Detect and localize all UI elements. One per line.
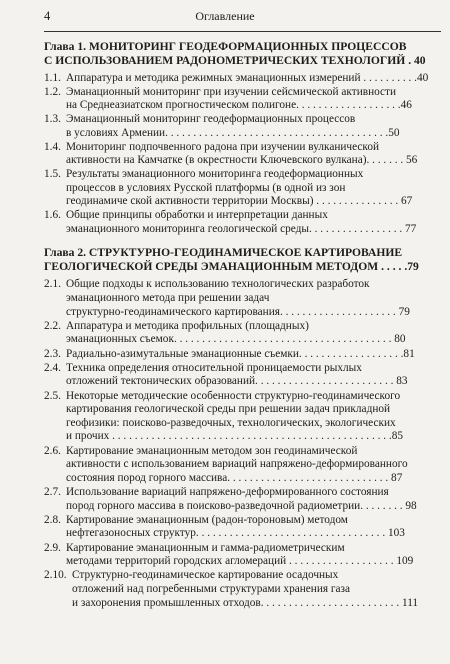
section-number: 1.2. <box>44 85 61 98</box>
entry-text-line: картирования геологической среды при решении задач прикладной <box>66 403 391 416</box>
section-number: 1.1. <box>44 72 61 84</box>
entry-text-line: эманационных съемок. . . . . . . . . . . . . . . . . . . . . . . . . . . . . . . . . . . . . . . 80 <box>66 333 406 346</box>
entry-text-line: Структурно-геодинамическое картирование осадочных <box>72 569 339 582</box>
entry-text-line: Картирование эманационным и гамма-радиометрическим <box>66 541 345 554</box>
entry-text-line: состояния пород горного массива. . . . . . . . . . . . . . . . . . . . . . . . . . . . . 87 <box>66 471 403 484</box>
entry-text-line: методами территорий городских агломераций . . . . . . . . . . . . . . . . . . . 109 <box>66 555 414 568</box>
entry-text-line: пород горного массива в поисково-разведочной радиометрии. . . . . . . . 98 <box>66 499 417 512</box>
toc-entry[interactable] <box>44 72 436 86</box>
section-number: 1.6. <box>44 209 61 221</box>
entry-text-line: нефтегазоносных структур. . . . . . . . . . . . . . . . . . . . . . . . . . . . . . . . . . 103 <box>66 527 405 540</box>
entry-text-line: отложений тектонических образований. . . . . . . . . . . . . . . . . . . . . . . . . 83 <box>66 375 408 388</box>
entry-text-line: Радиально-азимутальные эманационные съемки. . . . . . . . . . . . . . . . . . .81 <box>66 347 415 360</box>
entry-text-line: Картирование эманационным (радон-тороновым) методом <box>66 513 348 526</box>
entry-text-line: эманационного мониторинга геологической среды. . . . . . . . . . . . . . . . . 77 <box>66 222 417 235</box>
toc-entry[interactable] <box>44 320 436 347</box>
entry-text-line: геофизики: поисково-разведочных, технологических, экологических <box>66 416 396 429</box>
entry-text-line: Аппаратура и методика профильных (площадных) <box>66 319 309 332</box>
entry-text-line: и прочих . . . . . . . . . . . . . . . . . . . . . . . . . . . . . . . . . . . . . . . . . . . . . . . . . .85 <box>66 430 404 443</box>
entry-text-line: Результаты эманационного мониторинга геодеформационных <box>66 168 364 180</box>
entry-text-line: отложений над погребенными структурами хранения газа <box>72 582 351 595</box>
entry-text-line: Использование вариаций напряжено-деформированного состояния <box>66 486 389 498</box>
page-number: 4 <box>44 9 51 23</box>
section-number: 2.9. <box>44 541 61 554</box>
section-number: 1.3. <box>44 113 61 126</box>
chapter-heading-line: Глава 1. МОНИТОРИНГ ГЕОДЕФОРМАЦИОННЫХ ПРОЦЕССОВ <box>44 40 407 53</box>
entry-text-line: Картирование эманационным методом зон геодинамической <box>66 444 358 457</box>
running-title: Оглавление <box>195 9 255 23</box>
section-number: 2.10. <box>44 569 67 582</box>
toc-entry[interactable] <box>44 209 436 236</box>
toc-entry[interactable] <box>44 278 436 319</box>
section-number: 2.7. <box>44 486 61 498</box>
chapter2-heading <box>44 246 436 274</box>
section-number: 2.5. <box>44 389 61 402</box>
chapter-heading-line: С ИСПОЛЬЗОВАНИЕМ РАДОНОМЕТРИЧЕСКИХ ТЕХНОЛОГИЙ . 40 <box>44 54 426 67</box>
entry-text-line: Эманационный мониторинг при изучении сейсмической активности <box>66 85 397 98</box>
toc-entry[interactable] <box>44 390 436 444</box>
toc-entry[interactable] <box>44 514 436 541</box>
section-number: 1.4. <box>44 140 61 153</box>
entry-text-line: в условиях Армении. . . . . . . . . . . . . . . . . . . . . . . . . . . . . . . . . . . . . . . .50 <box>66 126 400 139</box>
entry-text-line: процессов в условиях Русской платформы (в одной из зон <box>66 181 346 194</box>
toc-entry[interactable] <box>44 348 436 362</box>
entry-text-line: Эманационный мониторинг геодеформационных процессов <box>66 113 356 126</box>
section-number: 2.4. <box>44 361 61 374</box>
toc-entry[interactable] <box>44 86 436 113</box>
entry-text-line: Мониторинг подпочвенного радона при изучении вулканической <box>66 140 380 153</box>
entry-text-line: Общие принципы обработки и интерпретации данных <box>66 209 328 221</box>
section-number: 2.6. <box>44 444 61 457</box>
entry-text-line: и захоронения промышленных отходов. . . . . . . . . . . . . . . . . . . . . . . . . 111 <box>72 596 419 609</box>
chapter1-heading <box>44 40 436 68</box>
toc-entry[interactable] <box>44 445 436 486</box>
toc-entry[interactable] <box>44 168 436 209</box>
toc-entry[interactable] <box>44 569 436 610</box>
section-number: 2.8. <box>44 513 61 526</box>
toc-entry[interactable] <box>44 362 436 389</box>
entry-text-line: геодинамиче ской активности территории Москвы) . . . . . . . . . . . . . . . 67 <box>66 195 413 208</box>
section-number: 2.1. <box>44 278 61 291</box>
running-header <box>0 9 450 25</box>
toc-entry[interactable] <box>44 113 436 140</box>
entry-text-line: активности на Камчатке (в окрестности Ключевского вулкана). . . . . . . 56 <box>66 154 418 167</box>
chapter-heading-line: ГЕОЛОГИЧЕСКОЙ СРЕДЫ ЭМАНАЦИОННЫМ МЕТОДОМ . . . . .79 <box>44 260 419 274</box>
section-number: 2.3. <box>44 347 61 360</box>
entry-text-line: Техника определения относительной проницаемости рыхлых <box>66 361 362 374</box>
toc-entry[interactable] <box>44 542 436 569</box>
entry-text-line: эманационного метода при решении задач <box>66 291 270 304</box>
section-number: 2.2. <box>44 319 61 332</box>
entry-text-line: структурно-геодинамического картирования. . . . . . . . . . . . . . . . . . . . . 79 <box>66 305 410 318</box>
entry-text-line: Некоторые методические особенности структурно-геодинамического <box>66 389 401 402</box>
toc-entry[interactable] <box>44 486 436 513</box>
section-number: 1.5. <box>44 168 61 180</box>
chapter-heading-line: Глава 2. СТРУКТУРНО-ГЕОДИНАМИЧЕСКОЕ КАРТИРОВАНИЕ <box>44 246 403 260</box>
toc-entry[interactable] <box>44 141 436 168</box>
entry-text-line: активности с использованием вариаций напряжено-деформированного <box>66 458 408 471</box>
entry-text-line: на Среднеазиатском прогностическом полигоне. . . . . . . . . . . . . . . . . . .46 <box>66 99 412 112</box>
header-rule <box>44 31 441 32</box>
entry-text-line: Аппаратура и методика режимных эманационных измерений . . . . . . . . . .40 <box>66 72 429 84</box>
entry-text-line: Общие подходы к использованию технологических разработок <box>66 278 370 291</box>
